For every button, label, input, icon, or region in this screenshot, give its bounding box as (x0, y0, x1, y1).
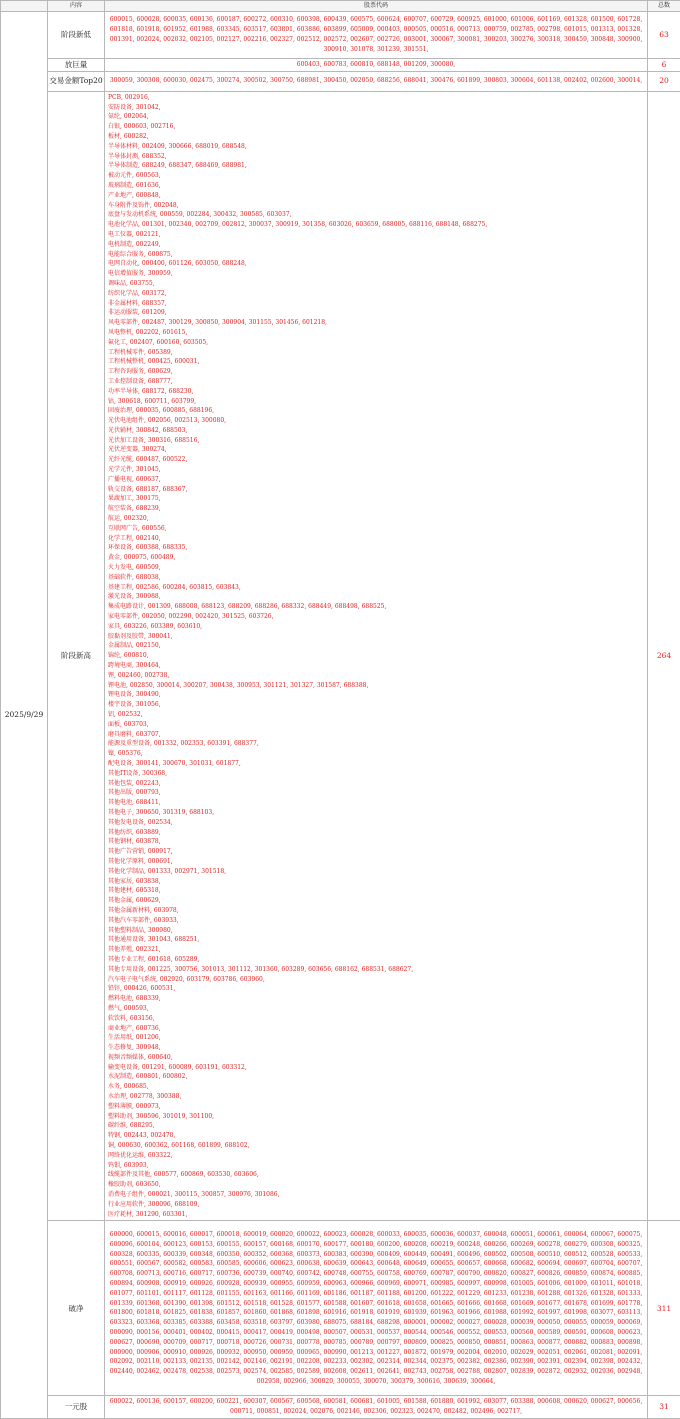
industry-line: PCB, 002916, (108, 93, 644, 103)
industry-line: 磨具磨料, 603707, (108, 730, 644, 740)
industry-line: 其他包装, 002243, (108, 779, 644, 789)
table-row (1, 1221, 680, 1396)
industry-line: 锂电池, 002850, 300014, 300207, 300438, 300953, 301121, 301327, 301587, 688388, (108, 681, 644, 691)
table-row (1, 1396, 680, 1419)
total-cell: 311 (648, 1221, 680, 1396)
industry-line: 光伏辅材, 300842, 688503, (108, 426, 644, 436)
industry-line: 其他金属新材料, 603978, (108, 906, 644, 916)
industry-line: 电工仪器, 002121, (108, 230, 644, 240)
industry-line: 其他通用设备, 301043, 688251, (108, 935, 644, 945)
industry-line: 黄金, 000975, 600489, (108, 553, 644, 563)
industry-line: 氨纶, 002064, (108, 112, 644, 122)
industry-line: 燃气, 000593, (108, 1004, 644, 1014)
codes-cell: 600022, 600136, 600157, 600200, 600221, 600307, 600567, 600568, 600581, 600681, 601005, 601588, 601880, 601992, 603077, 603388, 000608, 000620, 000627, 000656, 000711, 000851, 002024, 002076, 002146, 002306, 002323, 002470, 002482, 002496, 002717, (105, 1396, 648, 1419)
industry-line: 其他专用设备, 001225, 300756, 301013, 301112, 301360, 603289, 603656, 688162, 688531, 688627, (108, 965, 644, 975)
industry-line: 家电零部件, 002050, 002290, 002420, 301525, 603726, (108, 612, 644, 622)
industry-line: 生活用纸, 001206, (108, 1033, 644, 1043)
industry-line: 消费电子组件, 000021, 300115, 300857, 300976, 301086, (108, 1190, 644, 1200)
category-cell: 交易金额Top20 (48, 71, 105, 91)
industry-line: 果蔬加工, 300175, (108, 494, 644, 504)
industry-line: 线缆部件及其他, 600577, 600869, 603530, 603606, (108, 1170, 644, 1180)
category-cell: 阶段新高 (48, 91, 105, 1221)
industry-line: 网络优化运维, 603322, (108, 1151, 644, 1161)
industry-line: 钴, 300618, 600711, 603799, (108, 397, 644, 407)
industry-line: 电信增值服务, 300959, (108, 269, 644, 279)
industry-line: 钨钼, 603993, (108, 1161, 644, 1171)
industry-line: 医疗耗材, 301290, 603301, (108, 1210, 644, 1220)
industry-line: 被动元件, 600563, (108, 171, 644, 181)
industry-line: 非金属材料, 688357, (108, 299, 644, 309)
industry-line: 其他电池, 688411, (108, 798, 644, 808)
industry-line: 半导体材料, 002409, 300666, 688019, 688548, (108, 142, 644, 152)
header-date (1, 1, 48, 12)
industry-line: 光伏电池组件, 002056, 002513, 300080, (108, 416, 644, 426)
industry-line: 汽车电子电气系统, 002920, 603179, 603786, 603960, (108, 975, 644, 985)
industry-list-cell (105, 91, 648, 1221)
industry-line: 其他IT设备, 300368, (108, 769, 644, 779)
industry-line: 底盘与发动机系统, 000559, 002284, 300432, 300585, 603037, (108, 210, 644, 220)
industry-line: 光学元件, 301045, (108, 465, 644, 475)
industry-line: 其他家居, 603838, (108, 877, 644, 887)
codes-cell: 600015, 600028, 600035, 600136, 600187, 600272, 600310, 600398, 600439, 600575, 600624, 600707, 600729, 600925, 601000, 601006, 601169, 601328, 601500, 601728, 601818, 601918, 601952, 601988, 603345, 603517, 603801, 603886, 603899, 605009, 000403, 000505, 000516, 000713, 000759, 002785, 002798, 601015, 001313, 001328, 001391, 002024, 002032, 002105, 002127, 002216, 002327, 002512, 002572, 002607, 002726, 003001, 300067, 300081, 300203, 300276, 300318, 300459, 300848, 300900, 300910, 301078, 301239, 301551, (105, 12, 648, 59)
category-cell: 放巨量 (48, 59, 105, 72)
industry-line: 其他广告营销, 000917, (108, 847, 644, 857)
industry-line: 其他出版, 000793, (108, 788, 644, 798)
total-cell: 20 (648, 71, 680, 91)
industry-line: 电网自动化, 000400, 601126, 603050, 688248, (108, 259, 644, 269)
industry-line: 板材, 600282, (108, 132, 644, 142)
industry-line: 商业地产, 600736, (108, 1024, 644, 1034)
codes-cell: 600000, 600015, 600016, 600017, 600018, 600019, 600020, 600022, 600023, 600028, 600033, 600035, 600036, 600037, 600048, 600051, 600061, 600064, 600067, 600075, 600096, 600104, 600123, 600153, 600155, 600157, 600168, 600170, 600177, 600180, 600200, 600208, 600219, 600248, 600266, 600269, 600278, 600279, 600308, 600325, 600328, 600335, 600339, 600348, 600350, 600352, 600368, 600373, 600383, 600390, 600409, 600449, 600491, 600496, 600502, 600508, 600510, 600512, 600528, 600533, 600551, 600567, 600582, 600583, 600585, 600606, 600623, 600638, 600639, 600643, 600648, 600649, 600655, 600657, 600668, 600682, 600694, 600697, 600704, 600707, 600708, 600713, 600716, 600717, 600736, 600739, 600740, 600742, 600748, 600755, 600758, 600769, 600787, 600790, 600820, 600827, 600826, 600859, 600874, 600885, 600894, 600908, 600919, 600926, 600928, 600939, 600955, 600959, 600963, 600966, 600969, 600971, 600985, 600997, 600998, 601005, 601006, 601009, 601011, 601018, 601077, 601101, 601117, 601128, 601155, 601163, 601166, 601169, 601186, 601187, 601188, 601200, 601222, 601229, 601233, 601238, 601288, 601326, 601328, 601333, 601339, 601368, 601390, 601398, 601512, 601518, 601528, 601577, 601588, 601607, 601618, 601658, 601665, 601666, 601668, 601669, 601677, 601678, 601699, 601778, 601800, 601818, 601825, 601838, 601857, 601860, 601868, 601898, 601916, 601918, 601919, 601939, 601963, 601966, 601988, 601992, 601997, 601998, 603077, 603113, 603323, 603368, 603385, 603388, 603458, 603518, 603797, 603980, 688075, 688184, 688298, 000001, 000002, 000027, 000028, 000039, 000050, 000055, 000059, 000069, 000090, 000156, 000401, 000402, 000415, 000417, 000419, 000498, 000507, 000531, 000537, 000544, 000546, 000552, 000553, 000560, 000589, 000591, 000608, 000623, 000627, 000690, 000709, 000717, 000718, 000726, 000731, 000778, 000785, 000789, 000797, 000809, 000825, 000850, 000851, 000863, 000877, 000882, 000883, 000898, 000900, 000906, 000910, 000926, 000932, 000950, 000959, 000965, 000990, 001213, 001227, 001872, 001979, 002004, 002010, 002029, 002051, 002061, 002081, 002091, 002092, 002110, 002133, 002135, 002142, 002146, 002191, 002208, 002233, 002302, 002314, 002344, 002375, 002382, 002386, 002390, 002391, 002394, 002398, 002432, 002440, 002462, 002478, 002538, 002573, 002574, 002585, 002589, 002608, 002611, 002641, 002743, 002758, 002788, 002807, 002839, 002872, 002932, 002936, 002948, 002958, 002966, 300020, 300055, 300070, 300379, 300616, 300639, 300664, (105, 1221, 648, 1396)
industry-line: 面板, 603703, (108, 720, 644, 730)
total-cell: 264 (648, 91, 680, 1221)
industry-line: 其他钢材, 603878, (108, 837, 644, 847)
industry-line: 激光设备, 300988, (108, 592, 644, 602)
industry-line: 固废治理, 000035, 600885, 688196, (108, 406, 644, 416)
industry-line: 环保设备, 600388, 688335, (108, 543, 644, 553)
industry-line: 电能综合服务, 600875, (108, 250, 644, 260)
industry-line: 配电设备, 300141, 300670, 301031, 601877, (108, 759, 644, 769)
category-cell: 一元股 (48, 1396, 105, 1419)
category-cell: 破净 (48, 1221, 105, 1396)
industry-line: 视频音频媒体, 600640, (108, 1053, 644, 1063)
industry-line: 输变电设备, 001291, 600089, 603191, 603312, (108, 1063, 644, 1073)
industry-line: 风电整机, 002202, 601615, (108, 328, 644, 338)
industry-line: 氟化工, 002407, 600160, 603505, (108, 338, 644, 348)
industry-line: 光伏逆变器, 300274, (108, 445, 644, 455)
industry-line: 集成电路设计, 001309, 688008, 688123, 688209, 688286, 688332, 688449, 688498, 688525, (108, 602, 644, 612)
industry-line: 锂, 002460, 002738, (108, 671, 644, 681)
industry-line: 调味品, 603755, (108, 279, 644, 289)
industry-line: 镍, 605376, (108, 749, 644, 759)
category-cell: 阶段新低 (48, 12, 105, 59)
date-cell: 2025/9/29 (1, 12, 48, 1419)
industry-line: 工程咨询服务, 600629, (108, 367, 644, 377)
codes-cell: 600403, 600783, 600810, 688148, 001209, 300080, (105, 59, 648, 72)
header-content: 内容 (48, 1, 105, 12)
industry-line: 基建工程, 002586, 600284, 603815, 603843, (108, 583, 644, 593)
industry-line: 化学工程, 002140, (108, 534, 644, 544)
industry-line: 航运, 002320, (108, 514, 644, 524)
industry-line: 其他汽车零部件, 603933, (108, 916, 644, 926)
industry-line: 光纤光缆, 600487, 600522, (108, 455, 644, 465)
industry-line: 其他专业工程, 601618, 605289, (108, 955, 644, 965)
total-cell: 63 (648, 12, 680, 59)
industry-line: 其他化学制品, 001333, 002971, 301518, (108, 867, 644, 877)
industry-line: 软饮料, 603156, (108, 1014, 644, 1024)
industry-line: 水泥制造, 600801, 600802, (108, 1072, 644, 1082)
industry-line: 安防设备, 301042, (108, 103, 644, 113)
industry-line: 电池化学品, 001301, 002340, 002709, 002812, 300037, 300919, 301358, 603026, 603659, 688005, 688116, 688148, 688275, (108, 220, 644, 230)
industry-line: 其他电子, 300650, 301319, 688103, (108, 808, 644, 818)
table-row (1, 91, 680, 1221)
industry-line: 跨境电商, 300464, (108, 661, 644, 671)
industry-line: 胶黏剂及胶带, 300041, (108, 632, 644, 642)
industry-line: 半导体制造, 688249, 688347, 688469, 688981, (108, 161, 644, 171)
industry-line: 纺织化学品, 603172, (108, 289, 644, 299)
industry-line: 工业控制设备, 688777, (108, 377, 644, 387)
header-codes: 股票代码 (105, 1, 648, 12)
industry-line: 塑料薄膜, 000973, (108, 1102, 644, 1112)
industry-line: 白银, 000603, 002716, (108, 122, 644, 132)
industry-line: 水务, 000685, (108, 1082, 644, 1092)
industry-line: 铅锌, 000426, 600531, (108, 984, 644, 994)
industry-line: 其他化学原料, 000691, (108, 857, 644, 867)
industry-line: 金属制品, 002150, (108, 641, 644, 651)
table-row (1, 12, 680, 59)
industry-line: 产业地产, 600848, (108, 191, 644, 201)
industry-line: 生态修复, 300948, (108, 1043, 644, 1053)
industry-line: 碳纤维, 688295, (108, 1121, 644, 1131)
industry-line: 铝, 002532, (108, 710, 644, 720)
industry-line: 锦纶, 600810, (108, 651, 644, 661)
industry-line: 锂电设备, 300490, (108, 690, 644, 700)
industry-line: 车身附件及饰件, 002048, (108, 201, 644, 211)
industry-line: 广播电视, 600637, (108, 475, 644, 485)
industry-line: 其他发电设备, 002534, (108, 818, 644, 828)
industry-line: 塑料助剂, 300596, 301019, 301100, (108, 1112, 644, 1122)
industry-line: 其他建材, 605318, (108, 886, 644, 896)
table-row (1, 71, 680, 91)
industry-line: 航空装备, 688239, (108, 504, 644, 514)
industry-line: 轨交设备, 688187, 688367, (108, 485, 644, 495)
industry-line: 其他纺织, 603889, (108, 828, 644, 838)
industry-line: 其他金属, 600629, (108, 896, 644, 906)
industry-line: 特钢, 002443, 002478, (108, 1131, 644, 1141)
industry-line: 能源及重型设备, 001332, 002353, 603391, 688377, (108, 739, 644, 749)
industry-line: 互联网广告, 600556, (108, 524, 644, 534)
industry-line: 楼宇设备, 301056, (108, 700, 644, 710)
industry-line: 非运动服装, 601209, (108, 308, 644, 318)
industry-line: 水治理, 002778, 300388, (108, 1092, 644, 1102)
industry-line: 玻璃制造, 601636, (108, 181, 644, 191)
industry-line: 工程机械零件, 605389, (108, 348, 644, 358)
industry-line: 电机制造, 002249, (108, 240, 644, 250)
industry-line: 半导体封测, 688352, (108, 152, 644, 162)
industry-line: 光伏加工设备, 300316, 688516, (108, 436, 644, 446)
industry-line: 火力发电, 600509, (108, 563, 644, 573)
industry-line: 风电零部件, 002487, 300129, 300850, 300904, 301155, 301456, 601218, (108, 318, 644, 328)
industry-line: 功率半导体, 688172, 688230, (108, 387, 644, 397)
industry-line: 燃料电池, 688339, (108, 994, 644, 1004)
codes-cell: 300059, 300308, 600030, 002475, 300274, 300502, 300750, 688981, 300450, 002050, 688256, 688041, 300476, 601899, 300803, 300604, 601138, 002402, 002600, 300014, (105, 71, 648, 91)
header-total: 总数 (648, 1, 680, 12)
industry-line: 行业应用软件, 300096, 688109, (108, 1200, 644, 1210)
table-row (1, 59, 680, 72)
industry-line: 其他养殖, 002321, (108, 945, 644, 955)
industry-line: 家具, 603226, 603389, 603610, (108, 622, 644, 632)
header-row (1, 1, 680, 12)
industry-line: 铜, 000630, 600362, 601168, 601899, 688102, (108, 1141, 644, 1151)
total-cell: 31 (648, 1396, 680, 1419)
industry-line: 基础软件, 688038, (108, 573, 644, 583)
industry-line: 工程机械整机, 000425, 600031, (108, 357, 644, 367)
total-cell: 6 (648, 59, 680, 72)
industry-line: 其他塑料制品, 300980, (108, 926, 644, 936)
industry-line: 橡胶助剂, 603650, (108, 1180, 644, 1190)
